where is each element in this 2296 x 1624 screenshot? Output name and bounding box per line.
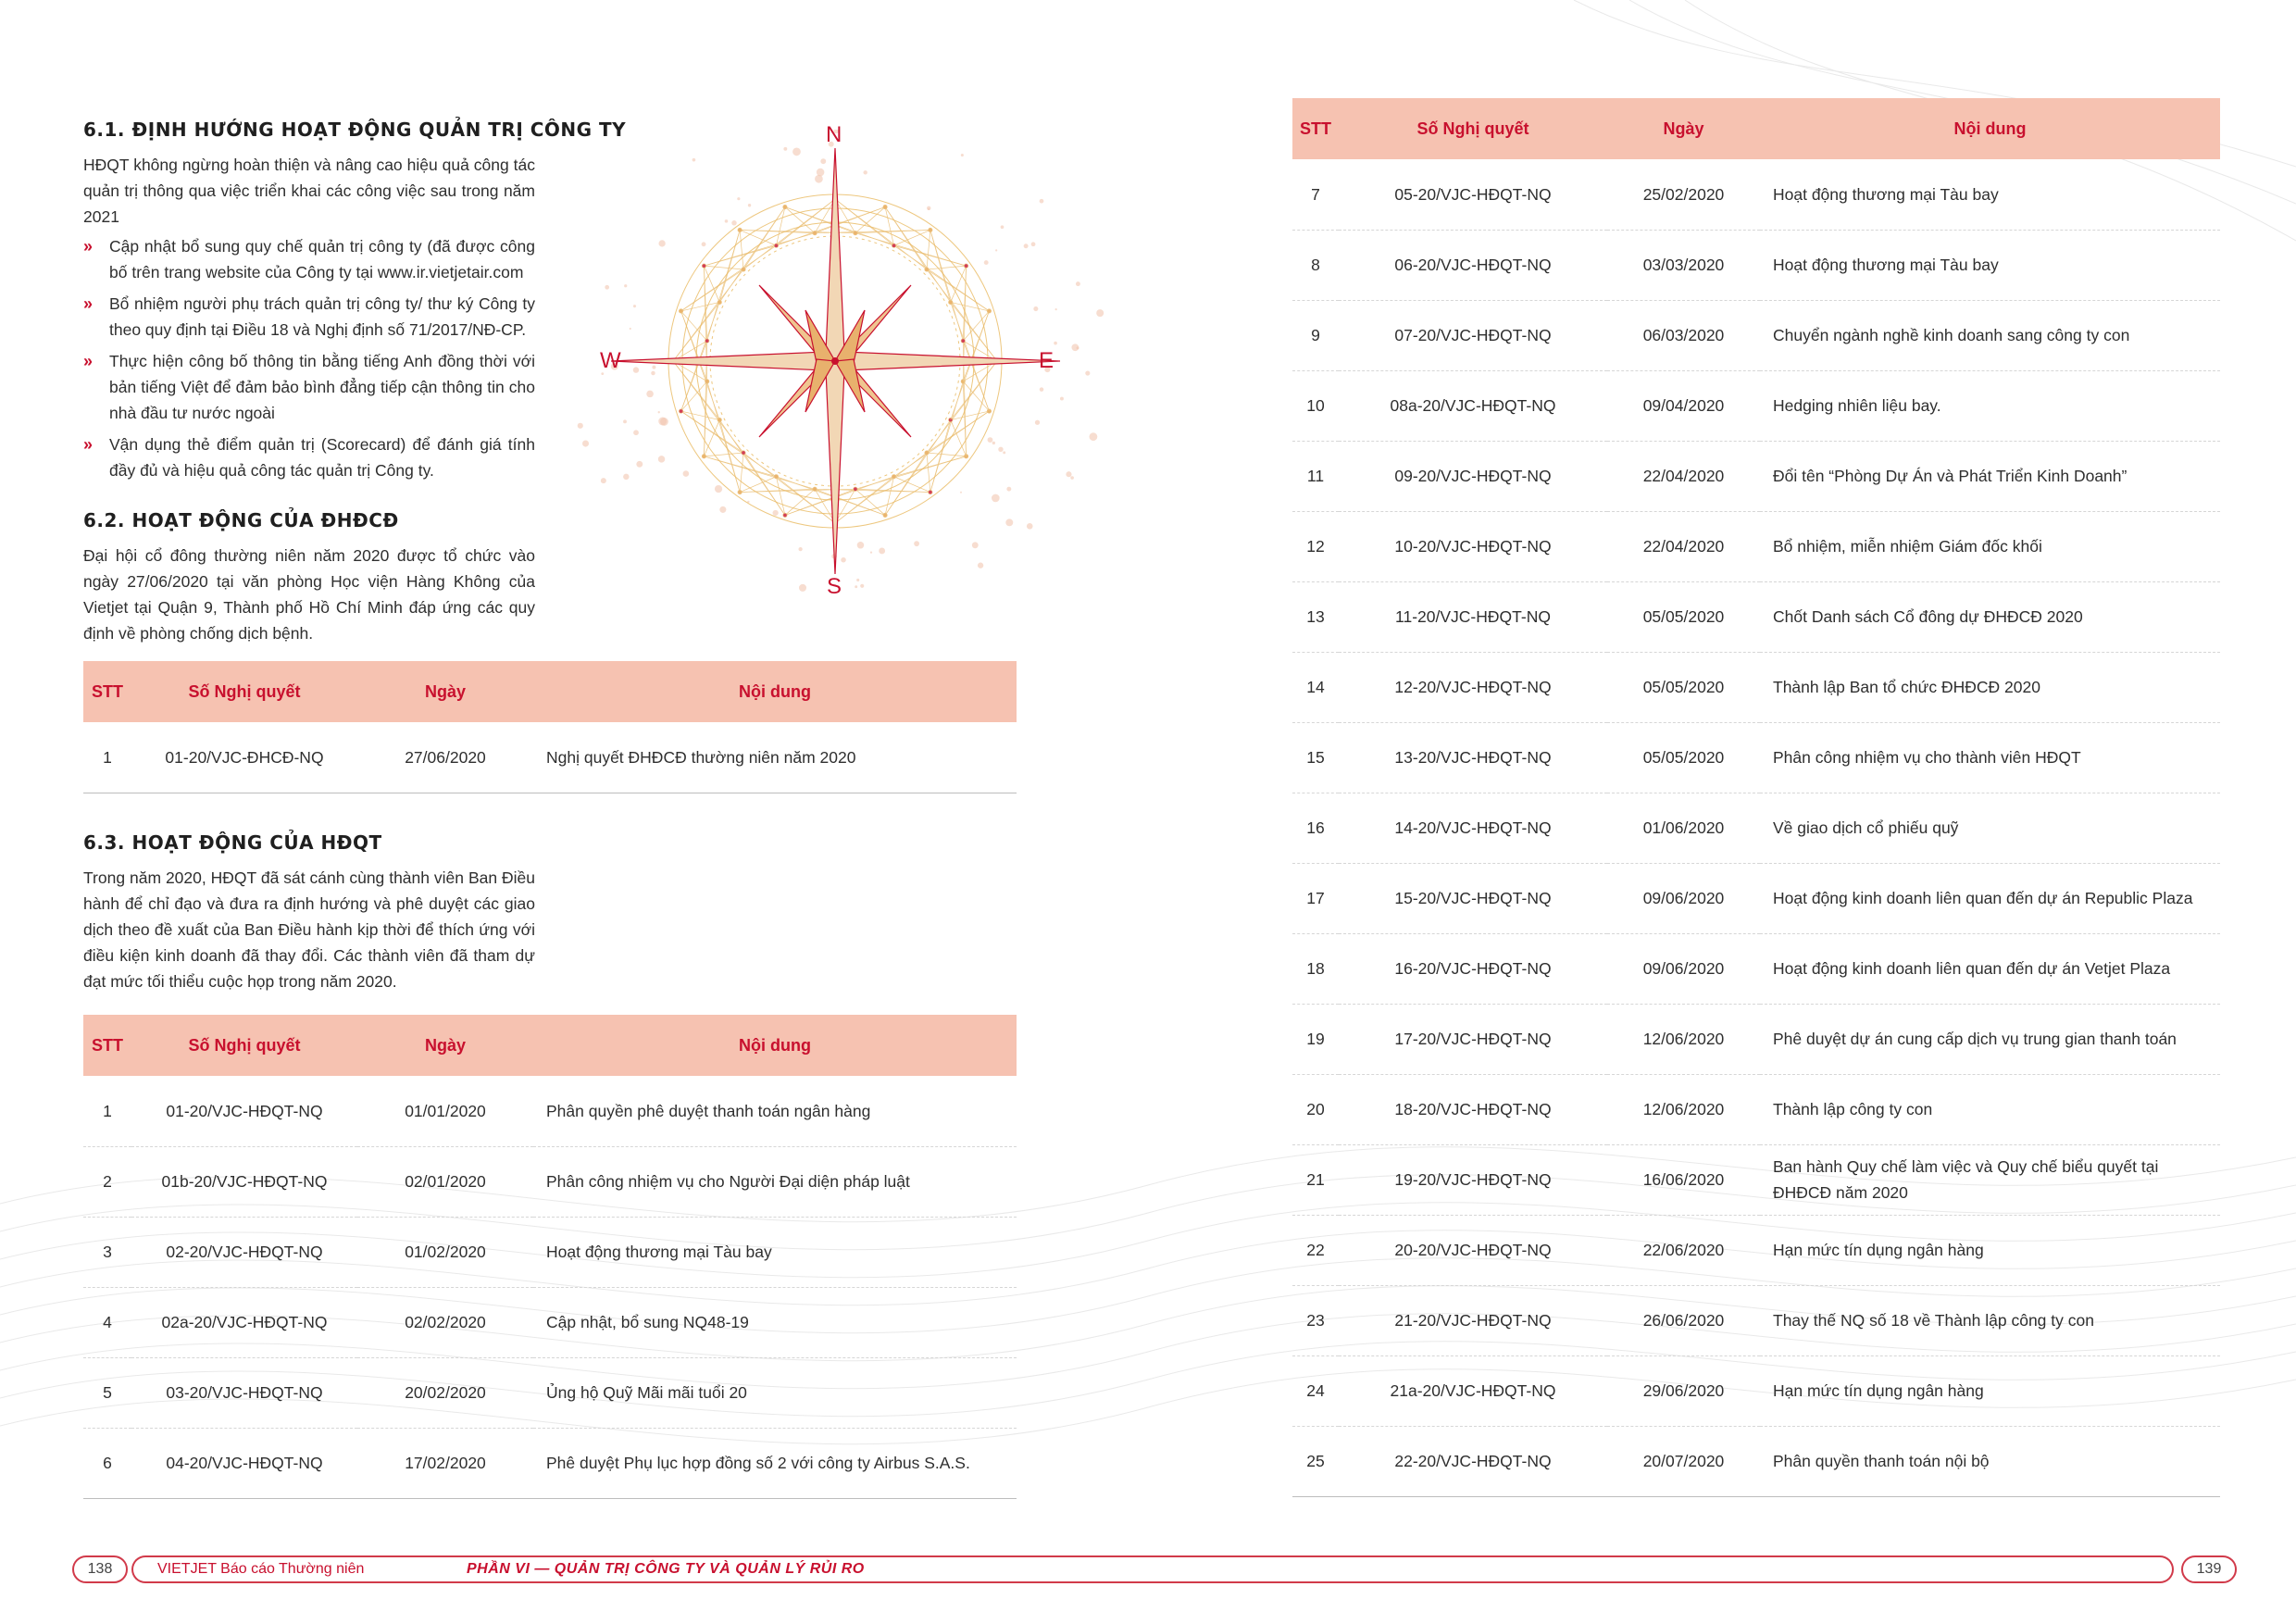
header-noi-dung: Nội dung (533, 661, 1017, 722)
table-row (83, 1428, 1017, 1498)
cell-stt: 8 (1292, 230, 1339, 300)
cell-stt: 7 (1292, 159, 1339, 230)
cell-stt: 9 (1292, 300, 1339, 370)
header-ngay: Ngày (1607, 98, 1760, 159)
header-stt: STT (1292, 98, 1339, 159)
cell-so-nghi-quyet: 20-20/VJC-HĐQT-NQ (1339, 1215, 1607, 1285)
table-row (1292, 1074, 2220, 1144)
cell-stt: 24 (1292, 1355, 1339, 1426)
cell-noi-dung: Phê duyệt Phụ lục hợp đồng số 2 với công ty Airbus S.A.S. (533, 1428, 1017, 1498)
cell-stt: 1 (83, 722, 131, 793)
dhcd-resolution-table (83, 661, 1017, 793)
table-row (1292, 1426, 2220, 1496)
cell-ngay: 22/04/2020 (1607, 511, 1760, 581)
cell-so-nghi-quyet: 02a-20/VJC-HĐQT-NQ (131, 1287, 357, 1357)
section-6-2-title: 6.2. HOẠT ĐỘNG CỦA ĐHĐCĐ (83, 509, 399, 531)
cell-so-nghi-quyet: 16-20/VJC-HĐQT-NQ (1339, 933, 1607, 1004)
table-row (1292, 1144, 2220, 1215)
table-row (83, 722, 1017, 793)
cell-stt: 10 (1292, 370, 1339, 441)
footer-section-title: PHẦN VI — QUẢN TRỊ CÔNG TY VÀ QUẢN LÝ RỦI RO (467, 1561, 865, 1577)
cell-so-nghi-quyet: 01-20/VJC-HĐQT-NQ (131, 1076, 357, 1146)
compass-east-label: E (1039, 348, 1054, 373)
cell-so-nghi-quyet: 13-20/VJC-HĐQT-NQ (1339, 722, 1607, 793)
compass-west-label: W (600, 348, 621, 373)
cell-noi-dung: Nghị quyết ĐHĐCĐ thường niên năm 2020 (533, 722, 1017, 793)
page-number-right: 139 (2181, 1555, 2237, 1583)
cell-noi-dung: Phân công nhiệm vụ cho Người Đại diện pháp luật (533, 1146, 1017, 1217)
page-number-left: 138 (72, 1555, 128, 1583)
cell-ngay: 16/06/2020 (1607, 1144, 1760, 1215)
hdqt-right-body (1292, 159, 2220, 1496)
table-row (1292, 652, 2220, 722)
header-so-nghi-quyet: Số Nghị quyết (131, 1015, 357, 1076)
table-row (1292, 1285, 2220, 1355)
cell-so-nghi-quyet: 22-20/VJC-HĐQT-NQ (1339, 1426, 1607, 1496)
bullet-item: » Thực hiện công bố thông tin bằng tiếng Anh đồng thời với bản tiếng Việt để đảm bảo bình đẳng tiếp cận thông tin cho nhà đầu tư nước ngoài (83, 348, 535, 426)
cell-stt: 11 (1292, 441, 1339, 511)
cell-so-nghi-quyet: 05-20/VJC-HĐQT-NQ (1339, 159, 1607, 230)
compass-rose-icon (574, 130, 1148, 611)
cell-so-nghi-quyet: 04-20/VJC-HĐQT-NQ (131, 1428, 357, 1498)
cell-so-nghi-quyet: 06-20/VJC-HĐQT-NQ (1339, 230, 1607, 300)
table-row (83, 1146, 1017, 1217)
cell-stt: 20 (1292, 1074, 1339, 1144)
hdqt-resolution-table-part1 (83, 1015, 1017, 1499)
cell-stt: 18 (1292, 933, 1339, 1004)
footer-bar-left (131, 1555, 1148, 1583)
table-row (1292, 581, 2220, 652)
table-row (1292, 933, 2220, 1004)
cell-so-nghi-quyet: 01-20/VJC-ĐHCĐ-NQ (131, 722, 357, 793)
cell-stt: 5 (83, 1357, 131, 1428)
compass-north-label: N (826, 122, 842, 147)
cell-ngay: 06/03/2020 (1607, 300, 1760, 370)
table-row (83, 1357, 1017, 1428)
cell-ngay: 25/02/2020 (1607, 159, 1760, 230)
table-row (83, 1287, 1017, 1357)
cell-so-nghi-quyet: 19-20/VJC-HĐQT-NQ (1339, 1144, 1607, 1215)
cell-ngay: 29/06/2020 (1607, 1355, 1760, 1426)
table-row (1292, 863, 2220, 933)
cell-noi-dung: Thay thế NQ số 18 về Thành lập công ty con (1760, 1285, 2220, 1355)
cell-so-nghi-quyet: 12-20/VJC-HĐQT-NQ (1339, 652, 1607, 722)
cell-stt: 19 (1292, 1004, 1339, 1074)
table-row (1292, 230, 2220, 300)
table-row (1292, 1004, 2220, 1074)
cell-noi-dung: Hạn mức tín dụng ngân hàng (1760, 1355, 2220, 1426)
cell-ngay: 01/02/2020 (357, 1217, 533, 1287)
footer-bar-right (1148, 1555, 2174, 1583)
header-noi-dung: Nội dung (533, 1015, 1017, 1076)
cell-noi-dung: Thành lập Ban tổ chức ĐHĐCĐ 2020 (1760, 652, 2220, 722)
cell-noi-dung: Hạn mức tín dụng ngân hàng (1760, 1215, 2220, 1285)
cell-noi-dung: Phê duyệt dự án cung cấp dịch vụ trung gian thanh toán (1760, 1004, 2220, 1074)
cell-stt: 1 (83, 1076, 131, 1146)
right-page (1148, 0, 2296, 1624)
cell-so-nghi-quyet: 01b-20/VJC-HĐQT-NQ (131, 1146, 357, 1217)
cell-noi-dung: Ban hành Quy chế làm việc và Quy chế biểu quyết tại ĐHĐCĐ năm 2020 (1760, 1144, 2220, 1215)
cell-so-nghi-quyet: 02-20/VJC-HĐQT-NQ (131, 1217, 357, 1287)
cell-ngay: 09/06/2020 (1607, 863, 1760, 933)
cell-ngay: 12/06/2020 (1607, 1074, 1760, 1144)
cell-ngay: 05/05/2020 (1607, 722, 1760, 793)
cell-noi-dung: Phân quyền thanh toán nội bộ (1760, 1426, 2220, 1496)
cell-ngay: 12/06/2020 (1607, 1004, 1760, 1074)
table-row (1292, 1355, 2220, 1426)
table-row (83, 1076, 1017, 1146)
table-row (1292, 511, 2220, 581)
bullet-item: » Vận dụng thẻ điểm quản trị (Scorecard) để đánh giá tính đầy đủ và hiệu quả công tác quản trị Công ty. (83, 431, 535, 483)
cell-so-nghi-quyet: 07-20/VJC-HĐQT-NQ (1339, 300, 1607, 370)
cell-ngay: 02/02/2020 (357, 1287, 533, 1357)
bullet-mark-icon: » (83, 237, 94, 256)
bullet-mark-icon: » (83, 352, 94, 370)
footer-report-title: VIETJET Báo cáo Thường niên (157, 1561, 365, 1577)
cell-so-nghi-quyet: 15-20/VJC-HĐQT-NQ (1339, 863, 1607, 933)
cell-stt: 22 (1292, 1215, 1339, 1285)
hdqt-resolution-table-part2 (1292, 98, 2220, 1497)
bullet-item: » Cập nhật bổ sung quy chế quản trị công ty (đã được công bố trên trang website của Công ty tại www.ir.vietjetair.com (83, 233, 535, 285)
cell-so-nghi-quyet: 21-20/VJC-HĐQT-NQ (1339, 1285, 1607, 1355)
cell-noi-dung: Phân công nhiệm vụ cho thành viên HĐQT (1760, 722, 2220, 793)
cell-ngay: 01/06/2020 (1607, 793, 1760, 863)
table-row (1292, 159, 2220, 230)
cell-noi-dung: Hoạt động thương mại Tàu bay (1760, 230, 2220, 300)
cell-stt: 17 (1292, 863, 1339, 933)
cell-ngay: 26/06/2020 (1607, 1285, 1760, 1355)
cell-ngay: 20/07/2020 (1607, 1426, 1760, 1496)
cell-so-nghi-quyet: 21a-20/VJC-HĐQT-NQ (1339, 1355, 1607, 1426)
cell-noi-dung: Hoạt động kinh doanh liên quan đến dự án Republic Plaza (1760, 863, 2220, 933)
table-row (83, 1217, 1017, 1287)
table-header-row (1292, 98, 2220, 159)
bullet-item: » Bổ nhiệm người phụ trách quản trị công ty/ thư ký Công ty theo quy định tại Điều 18 và Nghị định số 71/2017/NĐ-CP. (83, 291, 535, 343)
bullet-mark-icon: » (83, 435, 94, 454)
header-so-nghi-quyet: Số Nghị quyết (131, 661, 357, 722)
table-row (1292, 370, 2220, 441)
cell-noi-dung: Hoạt động thương mại Tàu bay (533, 1217, 1017, 1287)
cell-noi-dung: Ủng hộ Quỹ Mãi mãi tuổi 20 (533, 1357, 1017, 1428)
table-row (1292, 441, 2220, 511)
hdqt-left-body (83, 1076, 1017, 1498)
table-row (1292, 1215, 2220, 1285)
table-header-row (83, 1015, 1017, 1076)
cell-ngay: 02/01/2020 (357, 1146, 533, 1217)
cell-ngay: 01/01/2020 (357, 1076, 533, 1146)
cell-noi-dung: Chuyển ngành nghề kinh doanh sang công ty con (1760, 300, 2220, 370)
cell-stt: 14 (1292, 652, 1339, 722)
cell-noi-dung: Phân quyền phê duyệt thanh toán ngân hàng (533, 1076, 1017, 1146)
compass-illustration (574, 122, 1148, 611)
cell-stt: 13 (1292, 581, 1339, 652)
cell-so-nghi-quyet: 14-20/VJC-HĐQT-NQ (1339, 793, 1607, 863)
cell-noi-dung: Về giao dịch cổ phiếu quỹ (1760, 793, 2220, 863)
cell-stt: 12 (1292, 511, 1339, 581)
section-6-1-bullets (83, 233, 535, 489)
cell-noi-dung: Thành lập công ty con (1760, 1074, 2220, 1144)
cell-ngay: 03/03/2020 (1607, 230, 1760, 300)
header-so-nghi-quyet: Số Nghị quyết (1339, 98, 1607, 159)
section-6-2-intro: Đại hội cổ đông thường niên năm 2020 được tổ chức vào ngày 27/06/2020 tại văn phòng Học viện Hàng Không của Vietjet tại Quận 9, Thành phố Hồ Chí Minh đáp ứng các quy định về phòng chống dịch bệnh. (83, 546, 535, 643)
header-stt: STT (83, 661, 131, 722)
table-row (1292, 793, 2220, 863)
cell-ngay: 17/02/2020 (357, 1428, 533, 1498)
header-ngay: Ngày (357, 1015, 533, 1076)
cell-so-nghi-quyet: 08a-20/VJC-HĐQT-NQ (1339, 370, 1607, 441)
cell-ngay: 22/04/2020 (1607, 441, 1760, 511)
table-row (1292, 300, 2220, 370)
section-6-1-intro: HĐQT không ngừng hoàn thiện và nâng cao hiệu quả công tác quản trị thông qua việc triển khai các công việc sau trong năm 2021 (83, 156, 535, 226)
header-ngay: Ngày (357, 661, 533, 722)
section-6-3-title: 6.3. HOẠT ĐỘNG CỦA HĐQT (83, 831, 382, 854)
cell-stt: 3 (83, 1217, 131, 1287)
cell-noi-dung: Hedging nhiên liệu bay. (1760, 370, 2220, 441)
cell-stt: 6 (83, 1428, 131, 1498)
cell-noi-dung: Hoạt động thương mại Tàu bay (1760, 159, 2220, 230)
bullet-mark-icon: » (83, 294, 94, 313)
cell-noi-dung: Hoạt động kinh doanh liên quan đến dự án Vetjet Plaza (1760, 933, 2220, 1004)
cell-ngay: 27/06/2020 (357, 722, 533, 793)
cell-stt: 25 (1292, 1426, 1339, 1496)
cell-noi-dung: Bổ nhiệm, miễn nhiệm Giám đốc khối (1760, 511, 2220, 581)
cell-so-nghi-quyet: 17-20/VJC-HĐQT-NQ (1339, 1004, 1607, 1074)
cell-so-nghi-quyet: 11-20/VJC-HĐQT-NQ (1339, 581, 1607, 652)
cell-stt: 15 (1292, 722, 1339, 793)
table-row (1292, 722, 2220, 793)
table-header-row (83, 661, 1017, 722)
cell-noi-dung: Đổi tên “Phòng Dự Án và Phát Triển Kinh Doanh” (1760, 441, 2220, 511)
cell-ngay: 22/06/2020 (1607, 1215, 1760, 1285)
section-6-1-title: 6.1. ĐỊNH HƯỚNG HOẠT ĐỘNG QUẢN TRỊ CÔNG TY (83, 119, 627, 141)
section-6-3-intro: Trong năm 2020, HĐQT đã sát cánh cùng thành viên Ban Điều hành để chỉ đạo và đưa ra định hướng và phê duyệt các giao dịch theo đề xuất của Ban Điều hành kịp thời để thích ứng với điều kiện kinh doanh đã thay đổi. Các thành viên đã tham dự đạt mức tối thiểu cuộc họp trong năm 2020. (83, 868, 535, 991)
cell-stt: 2 (83, 1146, 131, 1217)
cell-stt: 4 (83, 1287, 131, 1357)
cell-so-nghi-quyet: 18-20/VJC-HĐQT-NQ (1339, 1074, 1607, 1144)
cell-so-nghi-quyet: 03-20/VJC-HĐQT-NQ (131, 1357, 357, 1428)
cell-so-nghi-quyet: 09-20/VJC-HĐQT-NQ (1339, 441, 1607, 511)
cell-ngay: 05/05/2020 (1607, 652, 1760, 722)
cell-ngay: 20/02/2020 (357, 1357, 533, 1428)
cell-so-nghi-quyet: 10-20/VJC-HĐQT-NQ (1339, 511, 1607, 581)
cell-stt: 16 (1292, 793, 1339, 863)
cell-stt: 23 (1292, 1285, 1339, 1355)
cell-ngay: 09/06/2020 (1607, 933, 1760, 1004)
compass-south-label: S (827, 574, 842, 599)
cell-ngay: 05/05/2020 (1607, 581, 1760, 652)
cell-noi-dung: Cập nhật, bổ sung NQ48-19 (533, 1287, 1017, 1357)
header-noi-dung: Nội dung (1760, 98, 2220, 159)
cell-noi-dung: Chốt Danh sách Cổ đông dự ĐHĐCĐ 2020 (1760, 581, 2220, 652)
cell-stt: 21 (1292, 1144, 1339, 1215)
header-stt: STT (83, 1015, 131, 1076)
cell-ngay: 09/04/2020 (1607, 370, 1760, 441)
